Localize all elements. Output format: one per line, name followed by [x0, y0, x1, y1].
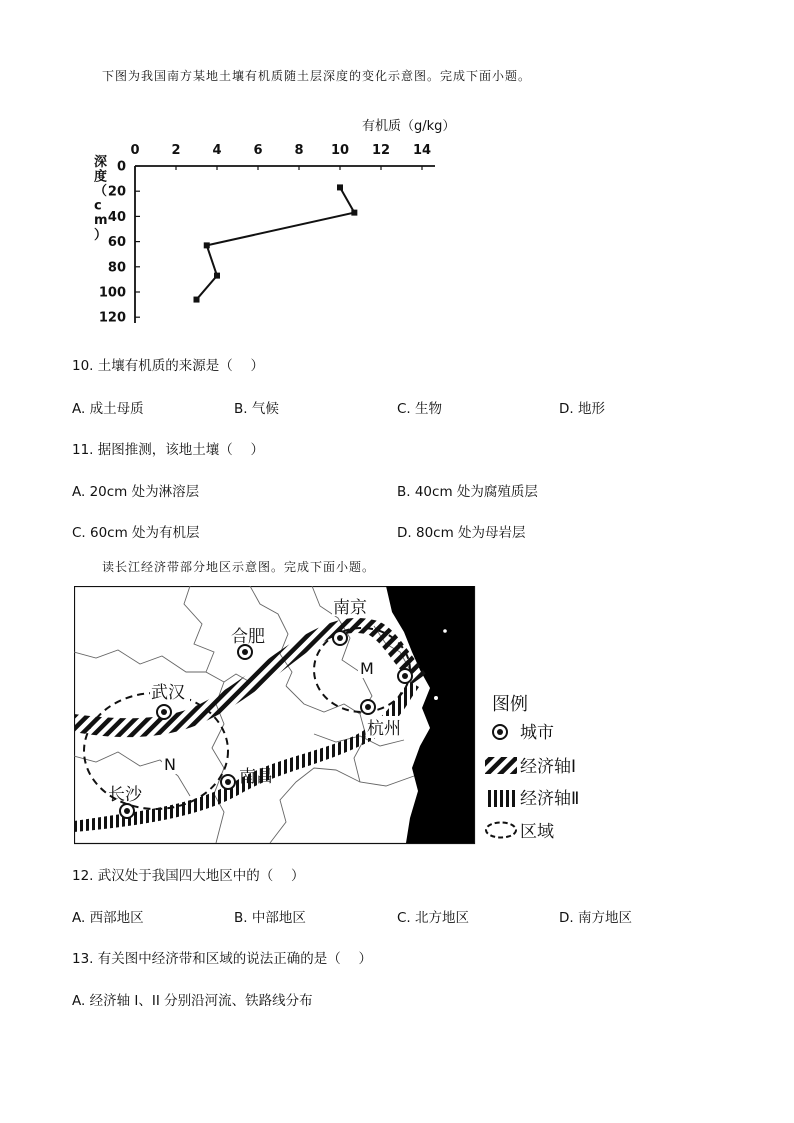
data-point-4: [194, 297, 200, 303]
q12-stem: 12. 武汉处于我国四大地区中的（ ）: [72, 868, 305, 884]
section1-intro: 下图为我国南方某地土壤有机质随土层深度的变化示意图。完成下面小题。: [102, 69, 532, 83]
y-tick-label-2: 40: [107, 209, 126, 225]
y-tick-label-4: 80: [107, 260, 126, 276]
x-tick-label-6: 12: [371, 143, 391, 158]
q10-option-b[interactable]: B. 气候: [234, 401, 279, 417]
y-tick-label-1: 20: [107, 184, 126, 200]
data-point-1: [351, 210, 357, 216]
organic-matter-chart: [70, 110, 470, 335]
legend-axis1-swatch: [485, 757, 517, 774]
series-line: [197, 187, 355, 299]
label-hangzhou: 杭州: [367, 719, 401, 739]
city-hangzhou: [361, 700, 375, 714]
q10-option-a[interactable]: A. 成土母质: [72, 401, 144, 417]
y-tick-label-5: 100: [98, 285, 126, 301]
q11-stem: 11. 据图推测，该地土壤（ ）: [72, 442, 265, 458]
label-nanjing: 南京: [333, 598, 367, 618]
q10-option-d[interactable]: D. 地形: [559, 401, 605, 417]
city-nanjing: [333, 631, 347, 645]
x-tick-label-0: 0: [130, 143, 140, 158]
legend-city-label: 城市: [520, 723, 554, 743]
q11-option-a[interactable]: A. 20cm 处为淋溶层: [72, 484, 200, 500]
y-tick-label-6: 120: [98, 310, 126, 326]
x-axis-title: 有机质（g/kg）: [362, 119, 456, 134]
q10-option-c[interactable]: C. 生物: [397, 401, 443, 417]
q11-option-c[interactable]: C. 60cm 处为有机层: [72, 525, 200, 541]
label-wuhan: 武汉: [151, 683, 185, 703]
label-region-m: M: [360, 659, 374, 678]
legend-title: 图例: [492, 694, 528, 715]
q10-stem: 10. 土壤有机质的来源是（ ）: [72, 358, 265, 374]
q12-option-b[interactable]: B. 中部地区: [234, 910, 306, 926]
label-changsha: 长沙: [108, 785, 142, 805]
legend-axis2-label: 经济轴Ⅱ: [520, 789, 580, 809]
section2-intro: 读长江经济带部分地区示意图。完成下面小题。: [102, 560, 376, 574]
x-tick-label-5: 10: [330, 143, 350, 158]
city-nanchang: [221, 775, 235, 789]
label-nanchang: 南昌: [239, 767, 273, 787]
legend-axis2-swatch: [488, 790, 516, 807]
y-tick-label-3: 60: [107, 235, 126, 251]
q11-option-d[interactable]: D. 80cm 处为母岩层: [397, 525, 526, 541]
map-legend: [485, 694, 579, 842]
city-shanghai: [398, 669, 412, 683]
legend-region-label: 区域: [520, 822, 554, 842]
q11-option-b[interactable]: B. 40cm 处为腐殖质层: [397, 484, 538, 500]
x-tick-label-7: 14: [412, 143, 432, 158]
label-region-n: N: [164, 755, 176, 774]
q13-stem: 13. 有关图中经济带和区域的说法正确的是（ ）: [72, 951, 373, 967]
legend-region-swatch: [486, 823, 516, 838]
yangtze-map: [74, 586, 604, 846]
x-tick-label-3: 6: [253, 143, 263, 158]
y-tick-label-0: 0: [116, 159, 126, 175]
x-tick-label-1: 2: [171, 143, 181, 158]
city-changsha: [120, 804, 134, 818]
q12-option-a[interactable]: A. 西部地区: [72, 910, 144, 926]
city-wuhan: [157, 705, 171, 719]
data-point-2: [204, 242, 210, 248]
x-tick-label-4: 8: [294, 143, 304, 158]
q12-option-d[interactable]: D. 南方地区: [559, 910, 632, 926]
legend-city-icon: [493, 725, 507, 739]
y-axis-title: 深度（ c m ）: [94, 155, 108, 243]
x-tick-label-2: 4: [212, 143, 222, 158]
legend-axis1-label: 经济轴Ⅰ: [520, 757, 577, 777]
city-hefei: [238, 645, 252, 659]
data-point-3: [214, 273, 220, 279]
q13-option-a[interactable]: A. 经济轴 I、II 分别沿河流、铁路线分布: [72, 993, 313, 1009]
label-hefei: 合肥: [231, 627, 265, 647]
data-point-0: [337, 184, 343, 190]
q12-option-c[interactable]: C. 北方地区: [397, 910, 470, 926]
